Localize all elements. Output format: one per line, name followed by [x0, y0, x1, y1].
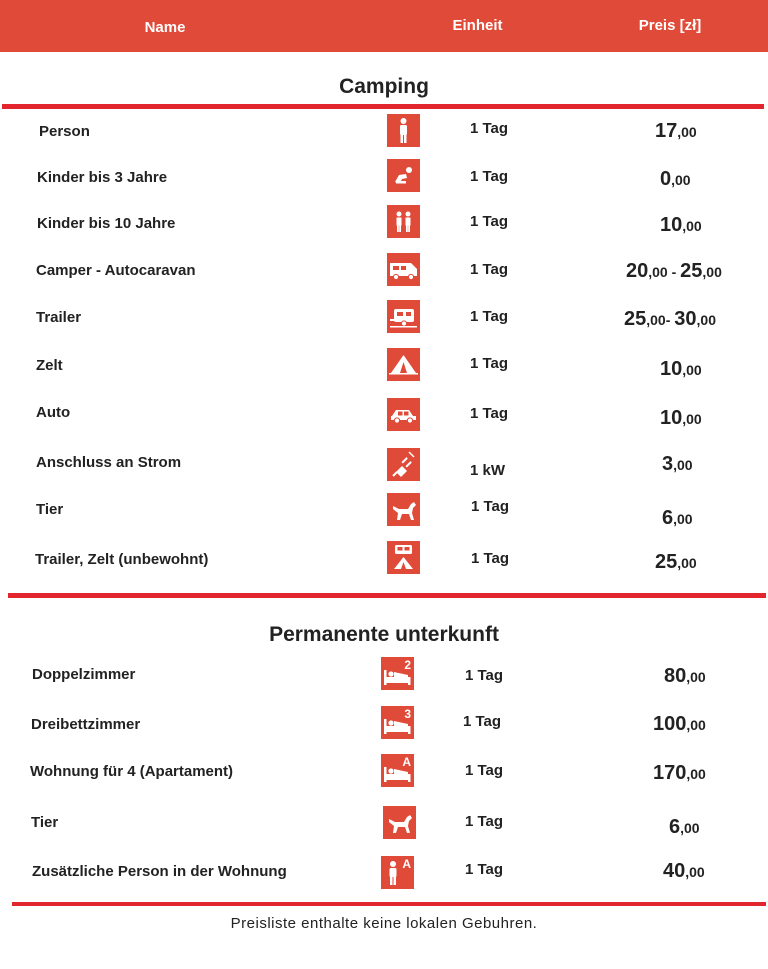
item-unit: 1 kW	[470, 462, 506, 479]
table-row	[0, 540, 768, 580]
icon-label: A	[402, 755, 411, 769]
bed-3-icon	[381, 706, 414, 739]
item-name: Zusätzliche Person in der Wohnung	[32, 863, 287, 880]
price-separator: -	[665, 312, 675, 328]
table-row	[0, 705, 768, 745]
item-name: Kinder bis 3 Jahre	[37, 169, 168, 186]
power-plug-icon	[387, 448, 420, 481]
price-main: 25	[655, 551, 678, 573]
price-main: 170	[653, 762, 687, 784]
price-decimals: ,00	[686, 766, 706, 782]
item-name: Zelt	[36, 357, 63, 374]
bed-apartment-icon	[381, 754, 414, 787]
footer-note: Preisliste enthalte keine lokalen Gebuhren.	[230, 915, 538, 932]
section-divider	[2, 104, 764, 109]
table-row	[0, 251, 768, 291]
price-decimals: ,00	[686, 669, 706, 685]
item-unit: 1 Tag	[470, 355, 509, 372]
item-price	[662, 453, 693, 476]
table-row	[0, 112, 768, 152]
item-price	[653, 713, 706, 736]
section-divider	[12, 902, 766, 906]
table-row	[0, 803, 768, 843]
item-unit: 1 Tag	[465, 762, 504, 779]
price-decimals: ,00	[648, 264, 668, 280]
item-name: Wohnung für 4 (Apartament)	[30, 763, 234, 780]
camper-icon	[387, 253, 420, 286]
item-price	[662, 507, 693, 530]
price-main: 80	[664, 665, 687, 687]
price-main: 3	[662, 453, 674, 475]
section-title-camping: Camping	[339, 75, 429, 98]
tent-icon	[387, 348, 420, 381]
price-main-max: 25	[680, 260, 703, 282]
table-row	[0, 752, 768, 792]
item-name: Tier	[31, 814, 59, 831]
item-unit: 1 Tag	[470, 405, 509, 422]
item-name: Tier	[36, 501, 64, 518]
item-unit: 1 Tag	[470, 308, 509, 325]
bed-2-icon	[381, 657, 414, 690]
header-unit: Einheit	[452, 17, 503, 34]
children-icon	[387, 205, 420, 238]
table-row	[0, 346, 768, 386]
item-unit: 1 Tag	[470, 261, 509, 278]
table-row	[0, 298, 768, 338]
trailer-icon	[387, 300, 420, 333]
price-decimals: ,00	[686, 717, 706, 733]
item-name: Trailer	[36, 309, 82, 326]
trailer-tent-icon	[387, 541, 420, 574]
item-name: Person	[39, 123, 90, 140]
price-main: 0	[660, 168, 672, 190]
table-row	[0, 204, 768, 244]
item-price	[669, 816, 700, 839]
icon-label: 2	[404, 658, 411, 672]
price-main: 6	[662, 507, 674, 529]
item-price	[660, 358, 702, 381]
item-price	[660, 407, 702, 430]
item-price	[660, 168, 691, 191]
table-row	[0, 852, 768, 892]
price-decimals: ,00	[677, 124, 697, 140]
price-main: 100	[653, 713, 687, 735]
item-unit: 1 Tag	[463, 713, 502, 730]
item-name: Trailer, Zelt (unbewohnt)	[35, 551, 209, 568]
item-price	[664, 665, 706, 688]
price-decimals: ,00	[671, 172, 691, 188]
item-unit: 1 Tag	[465, 813, 504, 830]
item-unit: 1 Tag	[471, 498, 510, 515]
item-name: Doppelzimmer	[32, 666, 136, 683]
item-name: Camper - Autocaravan	[36, 262, 196, 279]
item-unit: 1 Tag	[470, 213, 509, 230]
table-header	[0, 0, 768, 52]
price-decimals: ,00	[673, 511, 693, 527]
price-decimals: ,00	[677, 555, 697, 571]
table-row	[0, 490, 768, 530]
price-main-max: 30	[674, 308, 697, 330]
item-unit: 1 Tag	[465, 667, 504, 684]
table-row	[0, 443, 768, 483]
table-row	[0, 393, 768, 433]
item-price	[660, 214, 702, 237]
icon-label: 3	[404, 707, 411, 721]
price-main: 17	[655, 120, 678, 142]
price-decimals: ,00	[682, 218, 702, 234]
person-icon	[387, 114, 420, 147]
section-divider	[8, 593, 766, 598]
price-decimals: ,00	[685, 864, 705, 880]
item-name: Anschluss an Strom	[36, 454, 182, 471]
item-unit: 1 Tag	[470, 168, 509, 185]
header-price: Preis [zł]	[638, 17, 702, 34]
price-main: 10	[660, 358, 683, 380]
item-price	[626, 260, 722, 283]
item-price	[655, 551, 697, 574]
price-decimals: ,00	[680, 820, 700, 836]
item-name: Kinder bis 10 Jahre	[37, 215, 176, 232]
price-decimals: ,00	[682, 362, 702, 378]
price-separator: -	[667, 264, 681, 280]
price-decimals: ,00	[682, 411, 702, 427]
header-name: Name	[144, 19, 186, 36]
item-price	[653, 762, 706, 785]
price-decimals-max: ,00	[696, 312, 716, 328]
dog-icon	[383, 806, 416, 839]
person-apartment-icon	[381, 856, 414, 889]
price-main: 10	[660, 407, 683, 429]
price-decimals: ,00	[646, 312, 666, 328]
item-unit: 1 Tag	[470, 120, 509, 137]
price-main: 6	[669, 816, 681, 838]
dog-icon	[387, 493, 420, 526]
price-decimals-max: ,00	[702, 264, 722, 280]
item-name: Auto	[36, 404, 71, 421]
crawling-baby-icon	[387, 159, 420, 192]
item-price	[624, 308, 716, 331]
price-main: 10	[660, 214, 683, 236]
icon-label: A	[402, 857, 411, 871]
item-unit: 1 Tag	[465, 861, 504, 878]
section-title-permanent: Permanente unterkunft	[269, 623, 499, 646]
item-price	[655, 120, 697, 143]
price-main: 20	[626, 260, 649, 282]
price-decimals: ,00	[673, 457, 693, 473]
item-price	[663, 860, 705, 883]
price-main: 25	[624, 308, 647, 330]
table-row	[0, 655, 768, 695]
item-unit: 1 Tag	[471, 550, 510, 567]
car-icon	[387, 398, 420, 431]
price-main: 40	[663, 860, 686, 882]
table-row	[0, 158, 768, 198]
item-name: Dreibettzimmer	[31, 716, 141, 733]
